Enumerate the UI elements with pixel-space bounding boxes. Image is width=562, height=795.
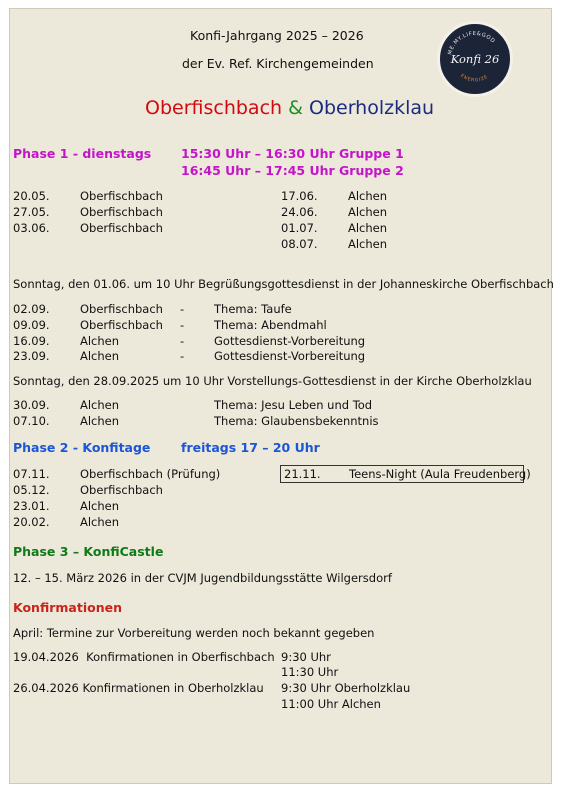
phase1-date: 27.05. (13, 205, 50, 219)
phase2-place: Alchen (80, 499, 120, 513)
konfirmationen-heading: Konfirmationen (13, 600, 122, 615)
title-oberholzklau: Oberholzklau (309, 97, 435, 119)
teens-night-box (280, 465, 531, 483)
phase2-date: 05.12. (13, 483, 50, 497)
sept-date: 02.09. (13, 302, 50, 316)
phase3-text: 12. – 15. März 2026 in der CVJM Jugendbildungsstätte Wilgersdorf (13, 571, 392, 585)
konfi-logo-graphic (440, 24, 510, 94)
phase1-place: Alchen (348, 237, 388, 251)
phase1-place: Alchen (348, 189, 388, 203)
sept-topic: Gottesdienst-Vorbereitung (214, 334, 366, 348)
teens-night-date: 21.11. (284, 467, 321, 481)
teens-night-text: Teens-Night (Aula Freudenberg) (349, 467, 531, 481)
title-ampersand: & (288, 97, 303, 119)
logo-center-text: Konfi 26 (450, 52, 500, 66)
phase2-place: Oberfischbach (80, 483, 163, 497)
phase1-date: 17.06. (281, 189, 318, 203)
notice-presentation-service: Sonntag, den 28.09.2025 um 10 Uhr Vorstellungs-Gottesdienst in der Kirche Oberholzklau (13, 374, 532, 388)
phase1-date: 03.06. (13, 221, 50, 235)
logo-ring-text: ME.MY.LIFE&GOD (447, 30, 496, 56)
sept-topic: Gottesdienst-Vorbereitung (214, 349, 366, 363)
logo-bottom-text: ENERGIZE (459, 73, 490, 84)
phase1-place: Oberfischbach (80, 189, 163, 203)
konfirmation-row-1-time-2: 11:30 Uhr (281, 665, 339, 679)
konfirmation-row-1-time-1: 9:30 Uhr (281, 650, 331, 664)
phase1-time-1: 15:30 Uhr – 16:30 Uhr Gruppe 1 (181, 146, 404, 161)
konfirmation-row-2-time-1: 9:30 Uhr Oberholzklau (281, 681, 411, 695)
header-line-1: Konfi-Jahrgang 2025 – 2026 (190, 28, 364, 43)
phase2-place: Alchen (80, 515, 120, 529)
phase1-date: 24.06. (281, 205, 318, 219)
sept-date: 09.09. (13, 318, 50, 332)
notice-welcome-service: Sonntag, den 01.06. um 10 Uhr Begrüßungsgottesdienst in der Johanneskirche Oberfischbach (13, 277, 554, 291)
sept-dash: - (180, 334, 185, 348)
sept-dash: - (180, 302, 185, 316)
phase2-time: freitags 17 – 20 Uhr (181, 440, 320, 455)
phase1-heading: Phase 1 - dienstags (13, 146, 152, 161)
phase1-time-2: 16:45 Uhr – 17:45 Uhr Gruppe 2 (181, 163, 404, 178)
konfirmation-row-2: 26.04.2026 Konfirmationen in Oberholzklau (13, 681, 264, 695)
phase2-date: 07.11. (13, 467, 50, 481)
oct-place: Alchen (80, 398, 120, 412)
phase2-heading: Phase 2 - Konfitage (13, 440, 151, 455)
phase3-heading: Phase 3 – KonfiCastle (13, 544, 164, 559)
title-oberfischbach: Oberfischbach (145, 97, 283, 119)
april-note: April: Termine zur Vorbereitung werden noch bekannt gegeben (13, 626, 375, 640)
sept-date: 16.09. (13, 334, 50, 348)
phase1-place: Alchen (348, 221, 388, 235)
konfirmation-row-2-time-2: 11:00 Uhr Alchen (281, 697, 381, 711)
phase1-date: 20.05. (13, 189, 50, 203)
oct-place: Alchen (80, 414, 120, 428)
svg-text:ENERGIZE (459, 73, 489, 84)
phase1-place: Oberfischbach (80, 205, 163, 219)
phase1-date: 08.07. (281, 237, 318, 251)
sept-topic: Thema: Abendmahl (214, 318, 327, 332)
phase1-place: Oberfischbach (80, 221, 163, 235)
header-line-2: der Ev. Ref. Kirchengemeinden (182, 56, 374, 71)
sept-place: Alchen (80, 334, 120, 348)
phase2-date: 23.01. (13, 499, 50, 513)
oct-date: 07.10. (13, 414, 50, 428)
oct-topic: Thema: Jesu Leben und Tod (214, 398, 373, 412)
phase2-date: 20.02. (13, 515, 50, 529)
sept-place: Oberfischbach (80, 302, 163, 316)
oct-date: 30.09. (13, 398, 50, 412)
sept-dash: - (180, 349, 185, 363)
sept-place: Alchen (80, 349, 120, 363)
phase1-date: 01.07. (281, 221, 318, 235)
konfirmation-row-1: 19.04.2026 Konfirmationen in Oberfischbach (13, 650, 275, 664)
sept-topic: Thema: Taufe (214, 302, 292, 316)
phase1-place: Alchen (348, 205, 388, 219)
sept-place: Oberfischbach (80, 318, 163, 332)
sept-date: 23.09. (13, 349, 50, 363)
sept-dash: - (180, 318, 185, 332)
page-title (145, 97, 434, 119)
oct-topic: Thema: Glaubensbekenntnis (214, 414, 379, 428)
phase2-place: Oberfischbach (Prüfung) (80, 467, 221, 481)
konfi-logo (437, 21, 513, 97)
